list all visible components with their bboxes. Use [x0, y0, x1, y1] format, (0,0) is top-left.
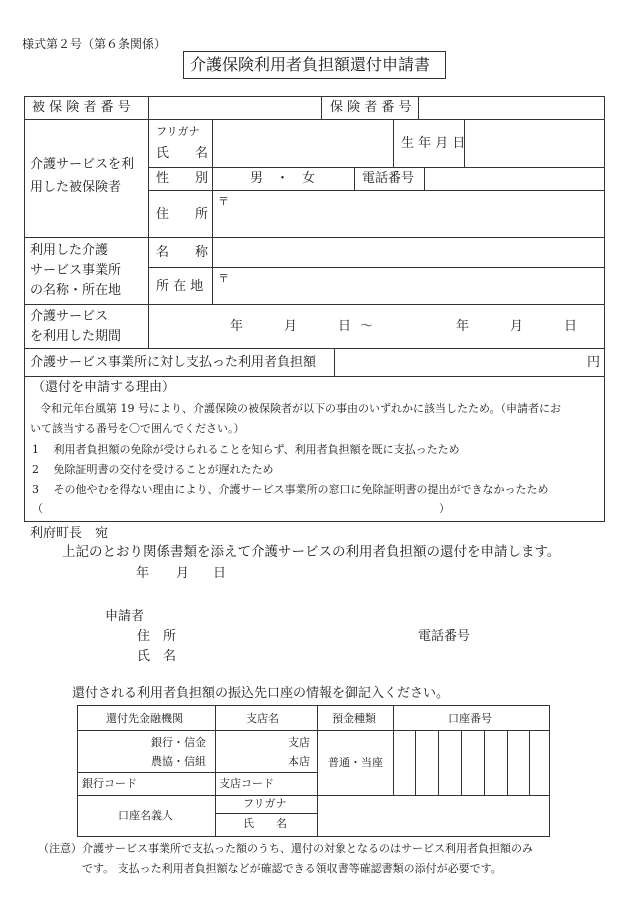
applicant-address-field[interactable] [185, 626, 410, 644]
reason-other-close: ） [439, 502, 450, 515]
facility-label-2: サービス事業所 [30, 263, 122, 278]
date-month: 月 [176, 566, 190, 581]
note-line-1: 介護サービス事業所で支払った額のうち、還付の対象となるのはサービス利用者負担額のみ [82, 842, 533, 855]
date-day: 日 [213, 566, 227, 581]
facility-location-label: 所 在 地 [156, 279, 204, 294]
applicant-heading: 申請者 [105, 609, 145, 624]
postal-mark: 〒 [218, 195, 229, 208]
bank-type-options-1[interactable]: 銀行・信金 [151, 736, 206, 749]
insured-number-label: 被 保 険 者 番 号 [32, 100, 131, 115]
address-label: 住 所 [156, 207, 209, 222]
reason-item[interactable]: 2 免除証明書の交付を受けることが遅れたため [32, 463, 274, 476]
applicant-address-label: 住 所 [137, 629, 177, 644]
period-tilde: 〜 [360, 319, 374, 334]
bank-type-options-2[interactable]: 農協・信組 [151, 755, 206, 768]
service-user-label-2: 用した被保険者 [30, 180, 122, 195]
facility-name-label: 名 称 [156, 245, 209, 260]
insurer-number-field[interactable] [419, 97, 604, 118]
birthdate-label: 生 年 月 日 [401, 136, 466, 151]
bank-header: 支店名 [246, 712, 279, 725]
bank-code-label: 銀行コード [82, 777, 137, 790]
date-year: 年 [136, 566, 150, 581]
name-field[interactable] [213, 120, 392, 166]
bank-header: 口座番号 [448, 712, 492, 725]
insurer-number-label: 保 険 者 番 号 [330, 100, 412, 115]
branch-type-1[interactable]: 支店 [288, 736, 310, 749]
page-title: 介護保険利用者負担額還付申請書 [190, 55, 431, 74]
facility-name-field[interactable] [213, 238, 604, 266]
holder-name-field[interactable] [318, 796, 549, 836]
facility-location-field[interactable] [213, 268, 604, 303]
paid-amount-label: 介護サービス事業所に対し支払った利用者負担額 [30, 355, 317, 370]
period-from-year: 年 [230, 319, 244, 334]
applicant-name-label: 氏 名 [137, 649, 177, 664]
reason-intro-2: いて該当する番号を〇で囲んでください。） [30, 422, 245, 435]
period-label-2: を利用した期間 [30, 329, 122, 344]
period-to-year: 年 [456, 319, 470, 334]
name-label: 氏 名 [156, 146, 209, 161]
form-number: 様式第２号（第６条関係） [22, 37, 167, 51]
period-from-day: 日 [338, 319, 352, 334]
note-line-2: です。 支払った利用者負担額などが確認できる領収書等確認書類の添付が必要です。 [82, 862, 502, 875]
bank-header: 預金種類 [332, 712, 376, 725]
birthdate-field[interactable] [465, 120, 604, 166]
holder-name-label: 氏 名 [243, 817, 287, 830]
reason-intro-1: 令和元年台風第 19 号により、介護保険の被保険者が以下の事由のいずれかに該当したため。（申請者にお [40, 402, 562, 415]
gender-label: 性 別 [156, 171, 209, 186]
gender-options[interactable]: 男 ・ 女 [250, 171, 316, 186]
insured-number-field[interactable] [149, 97, 320, 118]
reason-other-open: （ [32, 502, 43, 515]
application-statement: 上記のとおり関係書類を添えて介護サービスの利用者負担額の還付を申請します。 [62, 544, 561, 560]
facility-postal-mark: 〒 [218, 272, 229, 285]
facility-label-3: の名称・所在地 [30, 283, 122, 298]
bank-intro: 還付される利用者負担額の振込先口座の情報を御記入ください。 [72, 686, 450, 701]
holder-furigana-label: フリガナ [243, 797, 287, 810]
period-from-month: 月 [284, 319, 298, 334]
reason-other-field[interactable] [46, 501, 436, 517]
yen-unit: 円 [587, 355, 601, 370]
period-label-1: 介護サービス [30, 309, 109, 324]
service-user-label-1: 介護サービスを利 [30, 157, 135, 172]
applicant-phone-label: 電話番号 [418, 629, 471, 644]
deposit-type-options[interactable]: 普通・当座 [328, 756, 383, 769]
period-to-day: 日 [564, 319, 578, 334]
reason-item[interactable]: 1 利用者負担額の免除が受けられることを知らず、利用者負担額を既に支払ったため [32, 443, 460, 456]
account-holder-label: 口座名義人 [118, 809, 173, 822]
paid-amount-field[interactable] [335, 349, 585, 375]
furigana-label: フリガナ [156, 125, 200, 138]
reason-heading: （還付を申請する理由） [32, 380, 176, 395]
phone-field[interactable] [425, 168, 604, 189]
branch-type-2[interactable]: 本店 [288, 755, 310, 768]
phone-label: 電話番号 [362, 171, 415, 186]
addressee: 利府町長 宛 [30, 526, 109, 541]
bank-header: 還付先金融機関 [106, 712, 183, 725]
period-to-month: 月 [510, 319, 524, 334]
reason-item[interactable]: 3 その他やむを得ない理由により、介護サービス事業所の窓口に免除証明書の提出ができなかったため [32, 483, 549, 496]
branch-code-label: 支店コード [219, 777, 274, 790]
facility-label-1: 利用した介護 [30, 243, 109, 258]
address-field[interactable] [213, 191, 604, 236]
applicant-name-field[interactable] [185, 646, 410, 664]
note-mark: （注意） [38, 842, 82, 855]
